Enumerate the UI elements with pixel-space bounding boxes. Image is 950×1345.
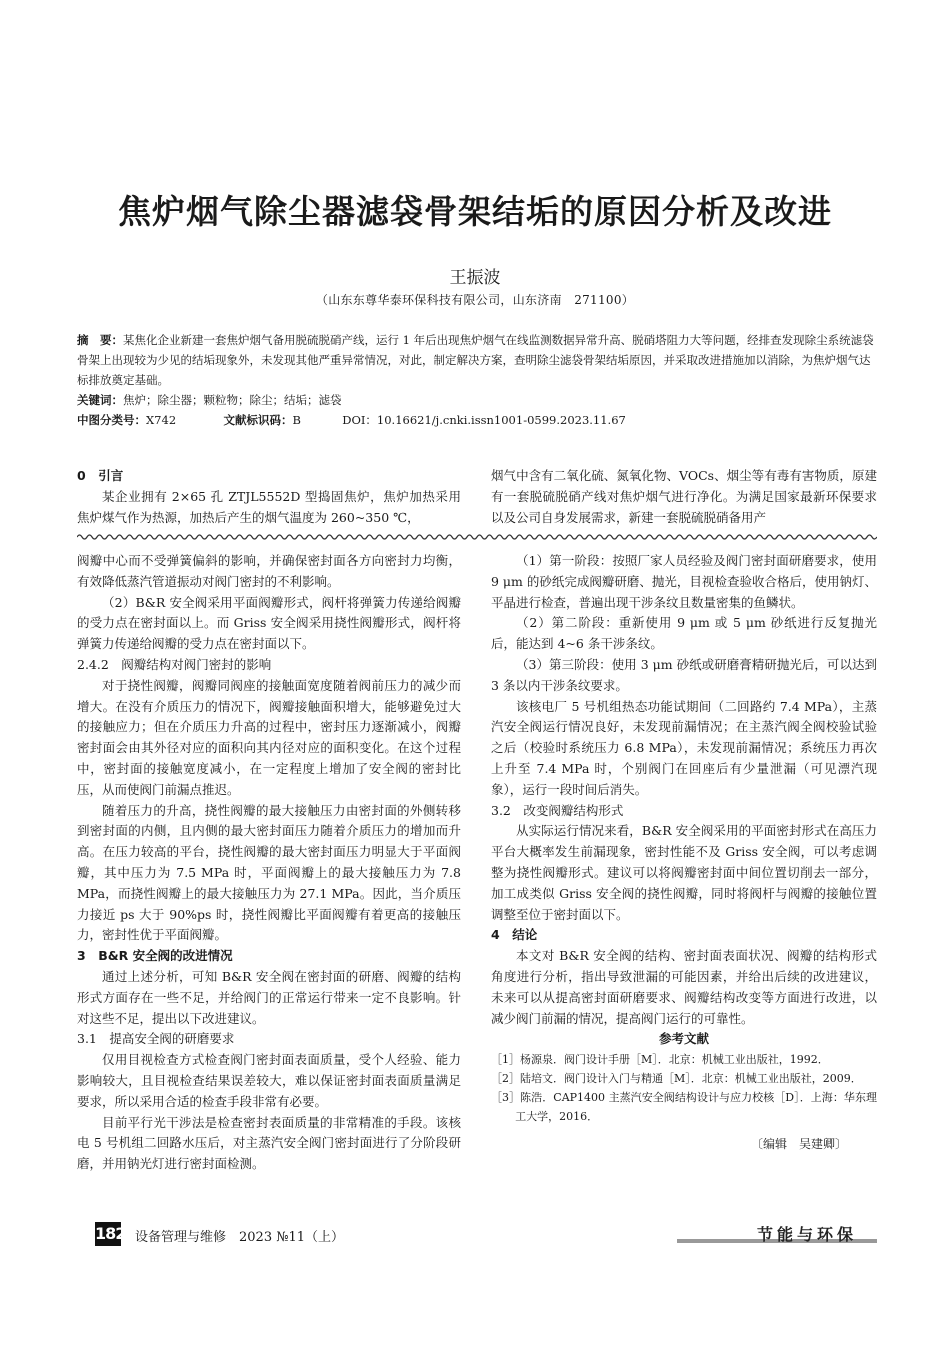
doi-value: 10.16621/j.cnki.issn1001-0599.2023.11.67 (376, 413, 626, 427)
left-p4: 随着压力的升高，挠性阀瓣的最大接触压力由密封面的外侧转移到密封面的内侧，且内侧的最大密封面压力随着介质压力的增加而升高。在压力较高的平台，挠性阀瓣的最大密封面压力明显大于平面阀瓣，其中压力为 7.5 MPa 时，平面阀瓣上的最大接触压力为 7.8 MPa，而挠性阀瓣上的最大接触压力为 27.1 MPa。因此，当介质压力接近 ps 大于 90%ps 时，挠性阀瓣比平面阀瓣有着更高的接触压力，密封性优于平面阀瓣。 (77, 802, 461, 943)
reference-item: ［2］陆培文．阀门设计入门与精通［M］．北京：机械工业出版社，2009． (491, 1072, 862, 1086)
editor-note: 〔编辑 吴建卿〕 (750, 1137, 847, 1152)
abstract-text: 某焦化企业新建一套焦炉烟气备用脱硫脱硝产线，运行 1 年后出现焦炉烟气在线监测数据异常升高、脱硝塔阻力大等问题，经排查发现除尘系统滤袋骨架上出现较为少见的结垢现象外，未发现其他严重异常情况，对此，制定解决方案，查明除尘滤袋骨架结垢原因，并采取改进措施加以消除，为焦炉烟气达标排放奠定基础。 (77, 333, 874, 387)
left-p1: 阀瓣中心而不受弹簧偏斜的影响，并确保密封面各方向密封力均衡，有效降低蒸汽管道振动对阀门密封的不利影响。 (77, 553, 461, 589)
paper-title: 焦炉烟气除尘器滤袋骨架结垢的原因分析及改进 (118, 192, 832, 231)
references-title: 参考文献 (658, 1031, 709, 1047)
heading-4: 4 结论 (491, 927, 538, 943)
reference-item: ［1］杨源泉．阀门设计手册［M］．北京：机械工业出版社，1992． (491, 1053, 829, 1067)
clc-value: X742 (146, 413, 177, 427)
right-p6: 本文对 B&R 安全阀的结构、密封面表面状况、阀瓣的结构形式角度进行分析，指出导致泄漏的可能因素，并给出后续的改进建议，未来可以从提高密封面研磨要求、阀瓣结构改变等方面进行改进，以减少阀门前漏的情况，提高阀门运行的可靠性。 (491, 948, 877, 1026)
reference-item: ［3］陈浩．CAP1400 主蒸汽安全阀结构设计与应力校核［D］．上海：华东理工大学，2016． (491, 1091, 877, 1124)
heading-2-4-2: 2.4.2 阀瓣结构对阀门密封的影响 (77, 656, 272, 672)
right-p5: 从实际运行情况来看，B&R 安全阀采用的平面密封形式在高压力平台大概率发生前漏现象，密封性能不及 Griss 安全阀，可以考虑调整为挠性阀瓣形式。建议可以将阀瓣密封面中间位置切削去一部分，加工成类似 Griss 安全阀的挠性阀瓣，同时将阀杆与阀瓣的接触位置调整至位于密封面以下。 (491, 823, 877, 922)
heading-3: 3 B&R 安全阀的改进情况 (77, 948, 233, 964)
author-name: 王振波 (449, 268, 501, 288)
page-footer (77, 1222, 877, 1248)
right-p3: （3）第三阶段：使用 3 μm 砂纸或研磨膏精研抛光后，可以达到 3 条以内干涉条纹要求。 (491, 656, 877, 693)
clc-label: 中图分类号： (77, 413, 146, 427)
intro-right (491, 466, 877, 528)
page-number: 182 (95, 1222, 121, 1246)
intro-heading: 0 引言 (77, 468, 124, 483)
left-p2: （2）B&R 安全阀采用平面阀瓣形式，阀杆将弹簧力传递给阀瓣的受力点在密封面以上。而 Griss 安全阀采用挠性阀瓣形式，阀杆将弹簧力传递给阀瓣的受力点在密封面以下。 (77, 594, 461, 652)
heading-3-1: 3.1 提高安全阀的研磨要求 (77, 1031, 235, 1047)
intro-right-text: 烟气中含有二氧化硫、氮氧化物、VOCs、烟尘等有毒有害物质，原建有一套脱硫脱硝产线对焦炉烟气进行净化。为满足国家最新环保要求以及公司自身发展需求，新建一套脱硫脱硝备用产 (491, 468, 877, 525)
intro-left-text: 某企业拥有 2×65 孔 ZTJL5552D 型捣固焦炉，焦炉加热采用焦炉煤气作为热源，加热后产生的烟气温度为 260~350 ℃， (77, 488, 461, 525)
heading-3-2: 3.2 改变阀瓣结构形式 (491, 802, 624, 818)
doi-label: DOI： (342, 413, 377, 427)
abstract-label: 摘 要： (77, 333, 123, 347)
right-p2: （2）第二阶段：重新使用 9 μm 或 5 μm 砂纸进行反复抛光后，能达到 4~6 条干涉条纹。 (491, 615, 877, 652)
keywords-text: 焦炉；除尘器；颗粒物；除尘；结垢；滤袋 (123, 393, 342, 407)
keywords-label: 关键词： (77, 393, 123, 407)
keywords (77, 390, 877, 410)
abstract (77, 330, 877, 390)
right-p4: 该核电厂 5 号机组热态功能试期间（二回路约 7.4 MPa），主蒸汽安全阀运行情况良好，未发现前漏情况；在主蒸汽阀全阀校验试验之后（校验时系统压力 6.8 MPa），未发现前漏情况；系统压力再次上升至 7.4 MPa 时，个别阀门在回座后有少量泄漏（可见漂汽现象），运行一段时间后消失。 (491, 698, 877, 797)
doc-code-label: 文献标识码： (223, 413, 293, 427)
section-tag: 节能与环保 (756, 1225, 857, 1244)
left-p6: 仅用目视检查方式检查阀门密封面表面质量，受个人经验、能力影响较大，且目视检查结果误差较大，难以保证密封面表面质量满足要求，所以采用合适的检查手段非常有必要。 (77, 1052, 461, 1109)
abstract-block (77, 330, 877, 430)
section-divider (77, 533, 877, 541)
left-p7: 目前平行光干涉法是检查密封表面质量的非常精准的手段。该核电 5 号机组二回路水压后，对主蒸汽安全阀门密封面进行了分阶段研磨，并用钠光灯进行密封面检测。 (77, 1114, 461, 1172)
left-column (77, 551, 461, 1175)
left-p3: 对于挠性阀瓣，阀瓣同阀座的接触面宽度随着阀前压力的减少而增大。在没有介质压力的情况下，阀瓣接触面积增大，能够避免过大的接触应力；但在介质压力升高的过程中，密封压力逐渐减小，阀瓣密封面会由其外径对应的面积向其内径对应的面积变化。在这个过程中，密封面的接触宽度减小，在一定程度上增加了安全阀的密封比压，从而使阀门前漏点推迟。 (77, 677, 461, 797)
author-affiliation: （山东东尊华泰环保科技有限公司，山东济南 271100） (315, 293, 635, 307)
intro-left (77, 466, 461, 528)
journal-name: 设备管理与维修 2023 №11（上） (135, 1230, 345, 1245)
right-p1: （1）第一阶段：按照厂家人员经验及阀门密封面研磨要求，使用 9 μm 的砂纸完成阀瓣研磨、抛光，目视检查验收合格后，使用钠灯、平晶进行检查，普遍出现干涉条纹且数量密集的鱼鳞状。 (491, 553, 877, 610)
doc-code-value: B (292, 413, 301, 427)
right-column (491, 551, 877, 1155)
left-p5: 通过上述分析，可知 B&R 安全阀在密封面的研磨、阀瓣的结构形式方面存在一些不足，并给阀门的正常运行带来一定不良影响。针对这些不足，提出以下改进建议。 (77, 968, 461, 1026)
classification-line (77, 410, 877, 430)
